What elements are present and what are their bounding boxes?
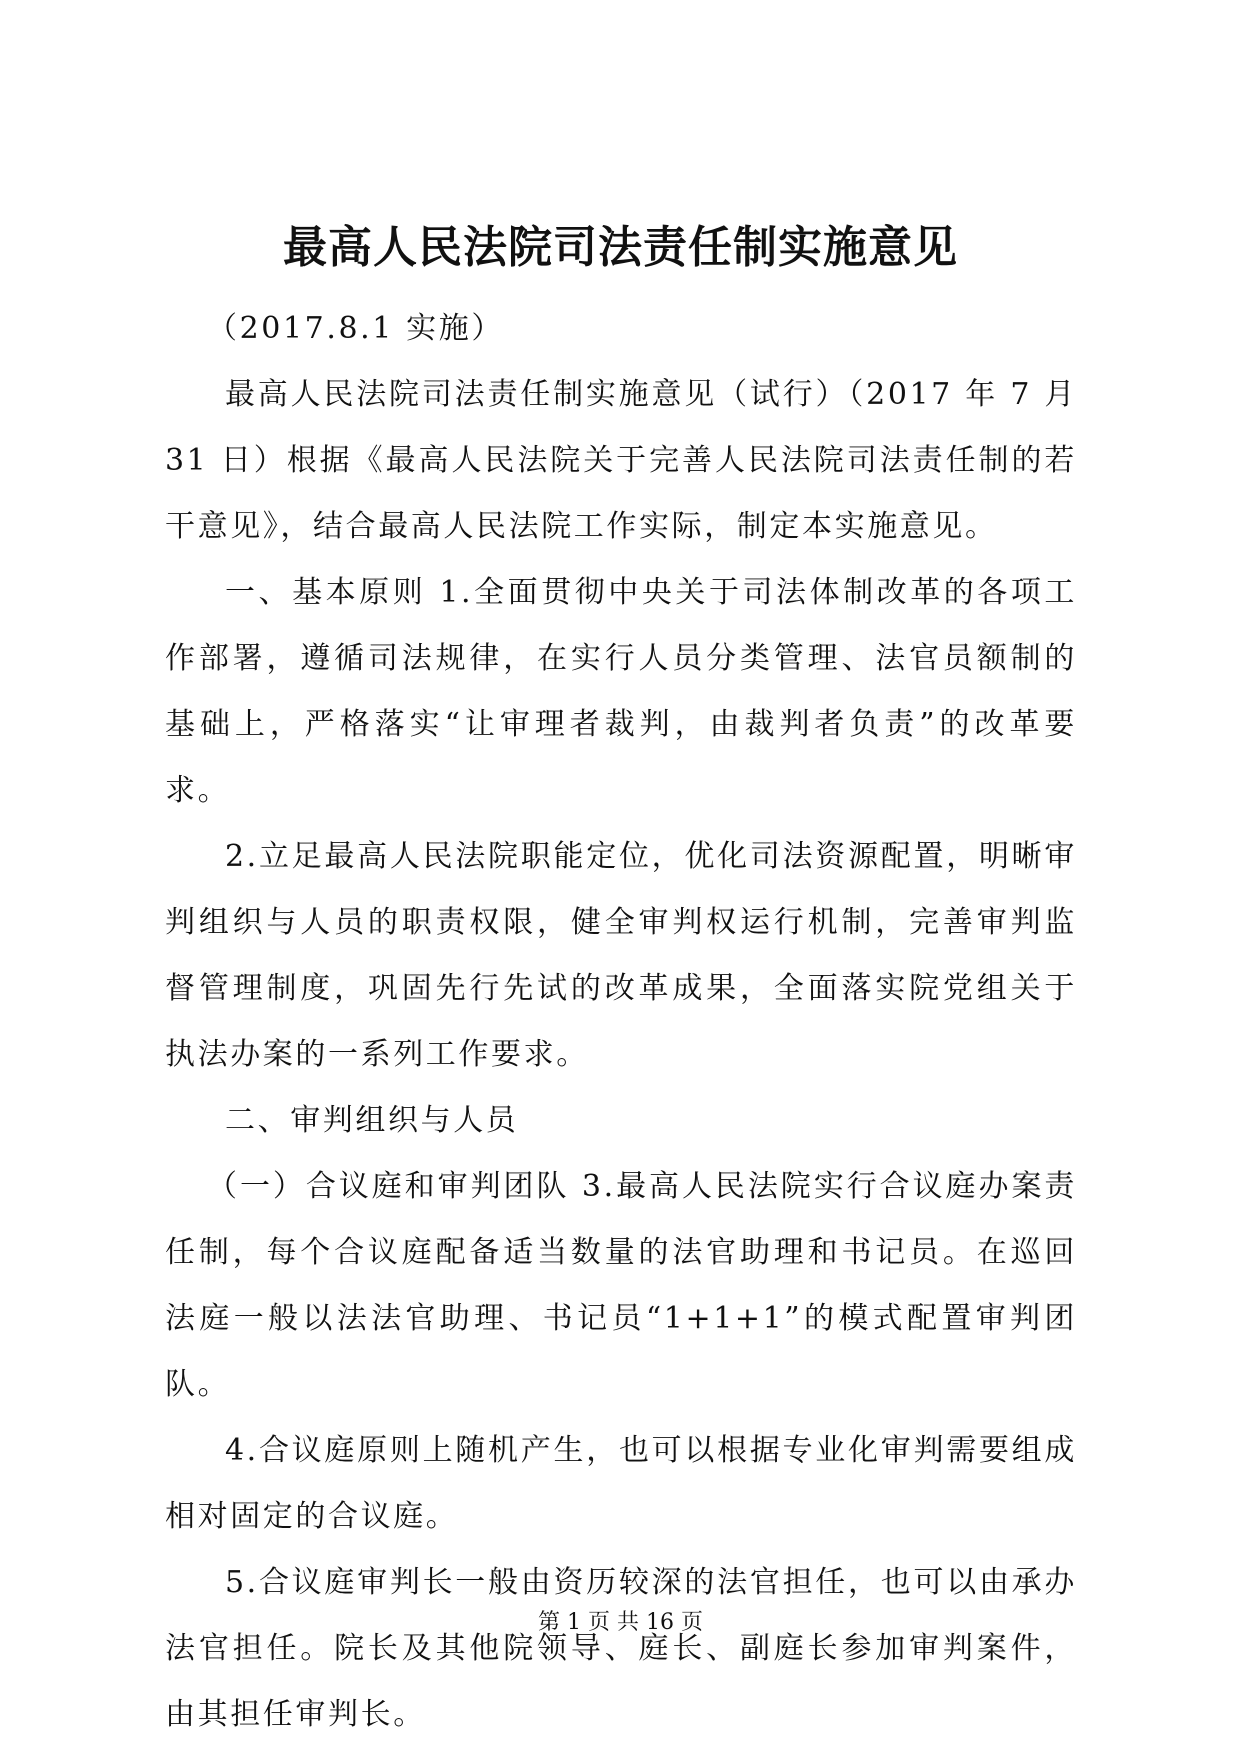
paragraph-article-5: 5.合议庭审判长一般由资历较深的法官担任，也可以由承办法官担任。院长及其他院领导、庭长、副庭长参加审判案件，由其担任审判长。 <box>165 1565 1077 1732</box>
paragraph-principle-1: 一、基本原则 1.全面贯彻中央关于司法体制改革的各项工作部署，遵循司法规律，在实行人员分类管理、法官员额制的基础上，严格落实“让审理者裁判，由裁判者负责”的改革要求。 <box>165 575 1077 808</box>
paragraph-principle-2: 2.立足最高人民法院职能定位，优化司法资源配置，明晰审判组织与人员的职责权限，健全审判权运行机制，完善审判监督管理制度，巩固先行先试的改革成果，全面落实院党组关于执法办案的一系列工作要求。 <box>165 839 1077 1072</box>
section-heading-2: 二、审判组织与人员 <box>225 1103 519 1138</box>
paragraph-article-4: 4.合议庭原则上随机产生，也可以根据专业化审判需要组成相对固定的合议庭。 <box>165 1433 1077 1534</box>
page-footer: 第 1 页 共 16 页 <box>538 1610 703 1635</box>
document-body <box>165 296 1077 1748</box>
document-title: 最高人民法院司法责任制实施意见 <box>283 222 958 273</box>
paragraph-article-3: （一）合议庭和审判团队 3.最高人民法院实行合议庭办案责任制，每个合议庭配备适当数量的法官助理和书记员。在巡回法庭一般以法法官助理、书记员“1+1+1”的模式配置审判团队。 <box>165 1169 1077 1402</box>
effective-date: （2017.8.1 实施） <box>207 311 504 346</box>
paragraph-intro: 最高人民法院司法责任制实施意见（试行）（2017 年 7 月 31 日）根据《最高人民法院关于完善人民法院司法责任制的若干意见》，结合最高人民法院工作实际，制定本实施意见。 <box>165 377 1077 544</box>
